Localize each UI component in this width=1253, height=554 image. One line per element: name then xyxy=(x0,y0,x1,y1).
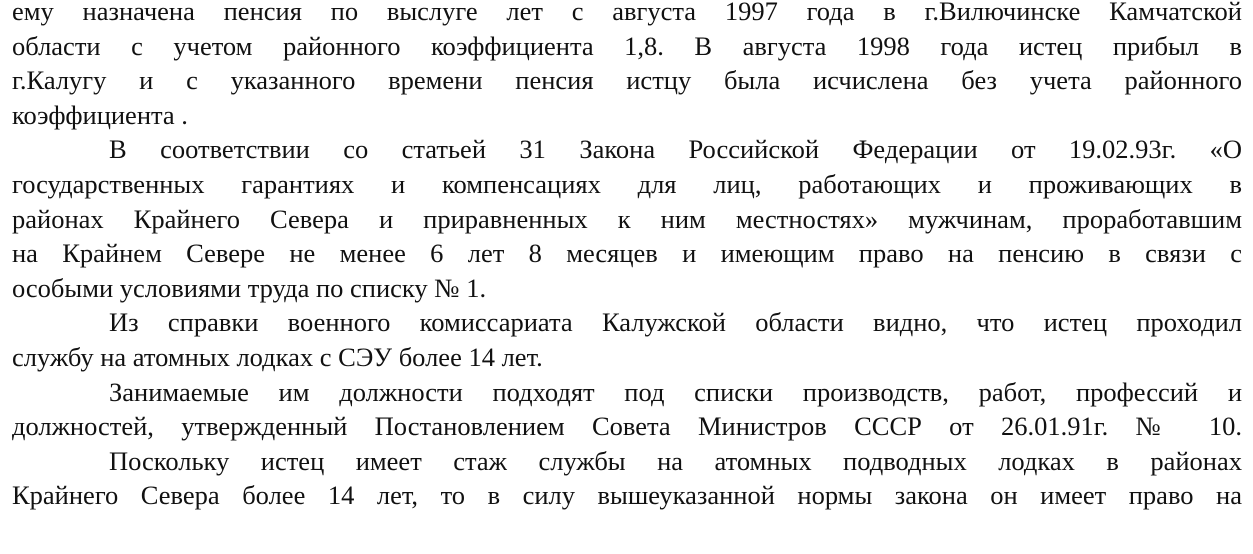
document-page xyxy=(12,0,1242,513)
text-line-5: В соответствии со статьей 31 Закона Российской Федерации от 19.02.93г. «О xyxy=(109,134,1242,165)
text-line-7: районах Крайнего Севера и приравненных к ним местностях» мужчинам, проработавшим xyxy=(12,203,1242,234)
text-line-15: Крайнего Севера более 14 лет, то в силу вышеуказанной нормы закона он имеет право на xyxy=(12,480,1242,511)
text-line-2: области с учетом районного коэффициента 1,8. В августа 1998 года истец прибыл в xyxy=(12,30,1242,61)
text-line-10: Из справки военного комиссариата Калужской области видно, что истец проходил xyxy=(109,307,1242,338)
text-line-14: Поскольку истец имеет стаж службы на атомных подводных лодках в районах xyxy=(109,445,1242,476)
text-line-4: коэффициента . xyxy=(12,99,188,130)
text-line-12: Занимаемые им должности подходят под списки производств, работ, профессий и xyxy=(109,376,1242,407)
text-line-1: ему назначена пенсия по выслуге лет с августа 1997 года в г.Вилючинске Камчатской xyxy=(12,0,1242,26)
text-line-11: службу на атомных лодках с СЭУ более 14 лет. xyxy=(12,341,543,372)
text-line-9: особыми условиями труда по списку № 1. xyxy=(12,272,487,303)
text-line-8: на Крайнем Севере не менее 6 лет 8 месяцев и имеющим право на пенсию в связи с xyxy=(12,238,1242,269)
text-line-13: должностей, утвержденный Постановлением Совета Министров СССР от 26.01.91г. № 10. xyxy=(12,411,1242,442)
text-line-6: государственных гарантиях и компенсациях для лиц, работающих и проживающих в xyxy=(12,168,1242,199)
text-line-3: г.Калугу и с указанного времени пенсия истцу была исчислена без учета районного xyxy=(12,65,1242,96)
